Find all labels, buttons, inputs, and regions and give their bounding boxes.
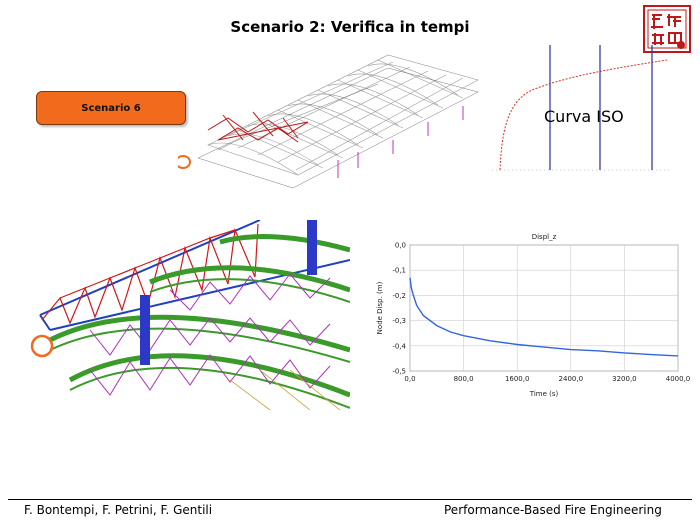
chart-y-tick-label: -0,5	[392, 367, 406, 376]
chart-x-tick-label: 800,0	[453, 375, 474, 383]
chart-x-tick-label: 3200,0	[612, 375, 637, 383]
displacement-chart	[372, 225, 692, 405]
roof-truss-detail	[30, 220, 350, 410]
footer-divider	[8, 499, 692, 500]
chart-x-tick-label: 4000,0	[665, 375, 691, 383]
chart-title: Displ_z	[531, 233, 557, 241]
orange-circle-marker-icon	[32, 336, 52, 356]
scenario-button[interactable]: Scenario 6	[36, 91, 186, 125]
roof-structure-overview	[178, 40, 488, 210]
chart-x-tick-label: 0,0	[404, 375, 416, 383]
chart-y-tick-label: -0,4	[392, 342, 406, 351]
chart-ylabel: Node Disp. (m)	[376, 281, 384, 335]
chart-x-tick-label: 2400,0	[558, 375, 584, 383]
chart-y-tick-label: -0,3	[392, 317, 406, 326]
footer-authors: F. Bontempi, F. Petrini, F. Gentili	[24, 503, 213, 517]
chart-xlabel: Time (s)	[529, 390, 559, 398]
chart-y-tick-label: -0,1	[392, 266, 406, 275]
chart-y-tick-label: 0,0	[394, 241, 406, 250]
iso-curve-label: Curva ISO	[544, 107, 624, 126]
chart-plot-area	[410, 245, 678, 371]
chart-x-tick-label: 1600,0	[504, 375, 530, 383]
chart-y-tick-label: -0,2	[392, 291, 406, 300]
footer-course: Performance-Based Fire Engineering	[444, 503, 662, 517]
orange-circle-marker-icon	[178, 156, 190, 168]
slide-title: Scenario 2: Verifica in tempi	[230, 18, 470, 36]
